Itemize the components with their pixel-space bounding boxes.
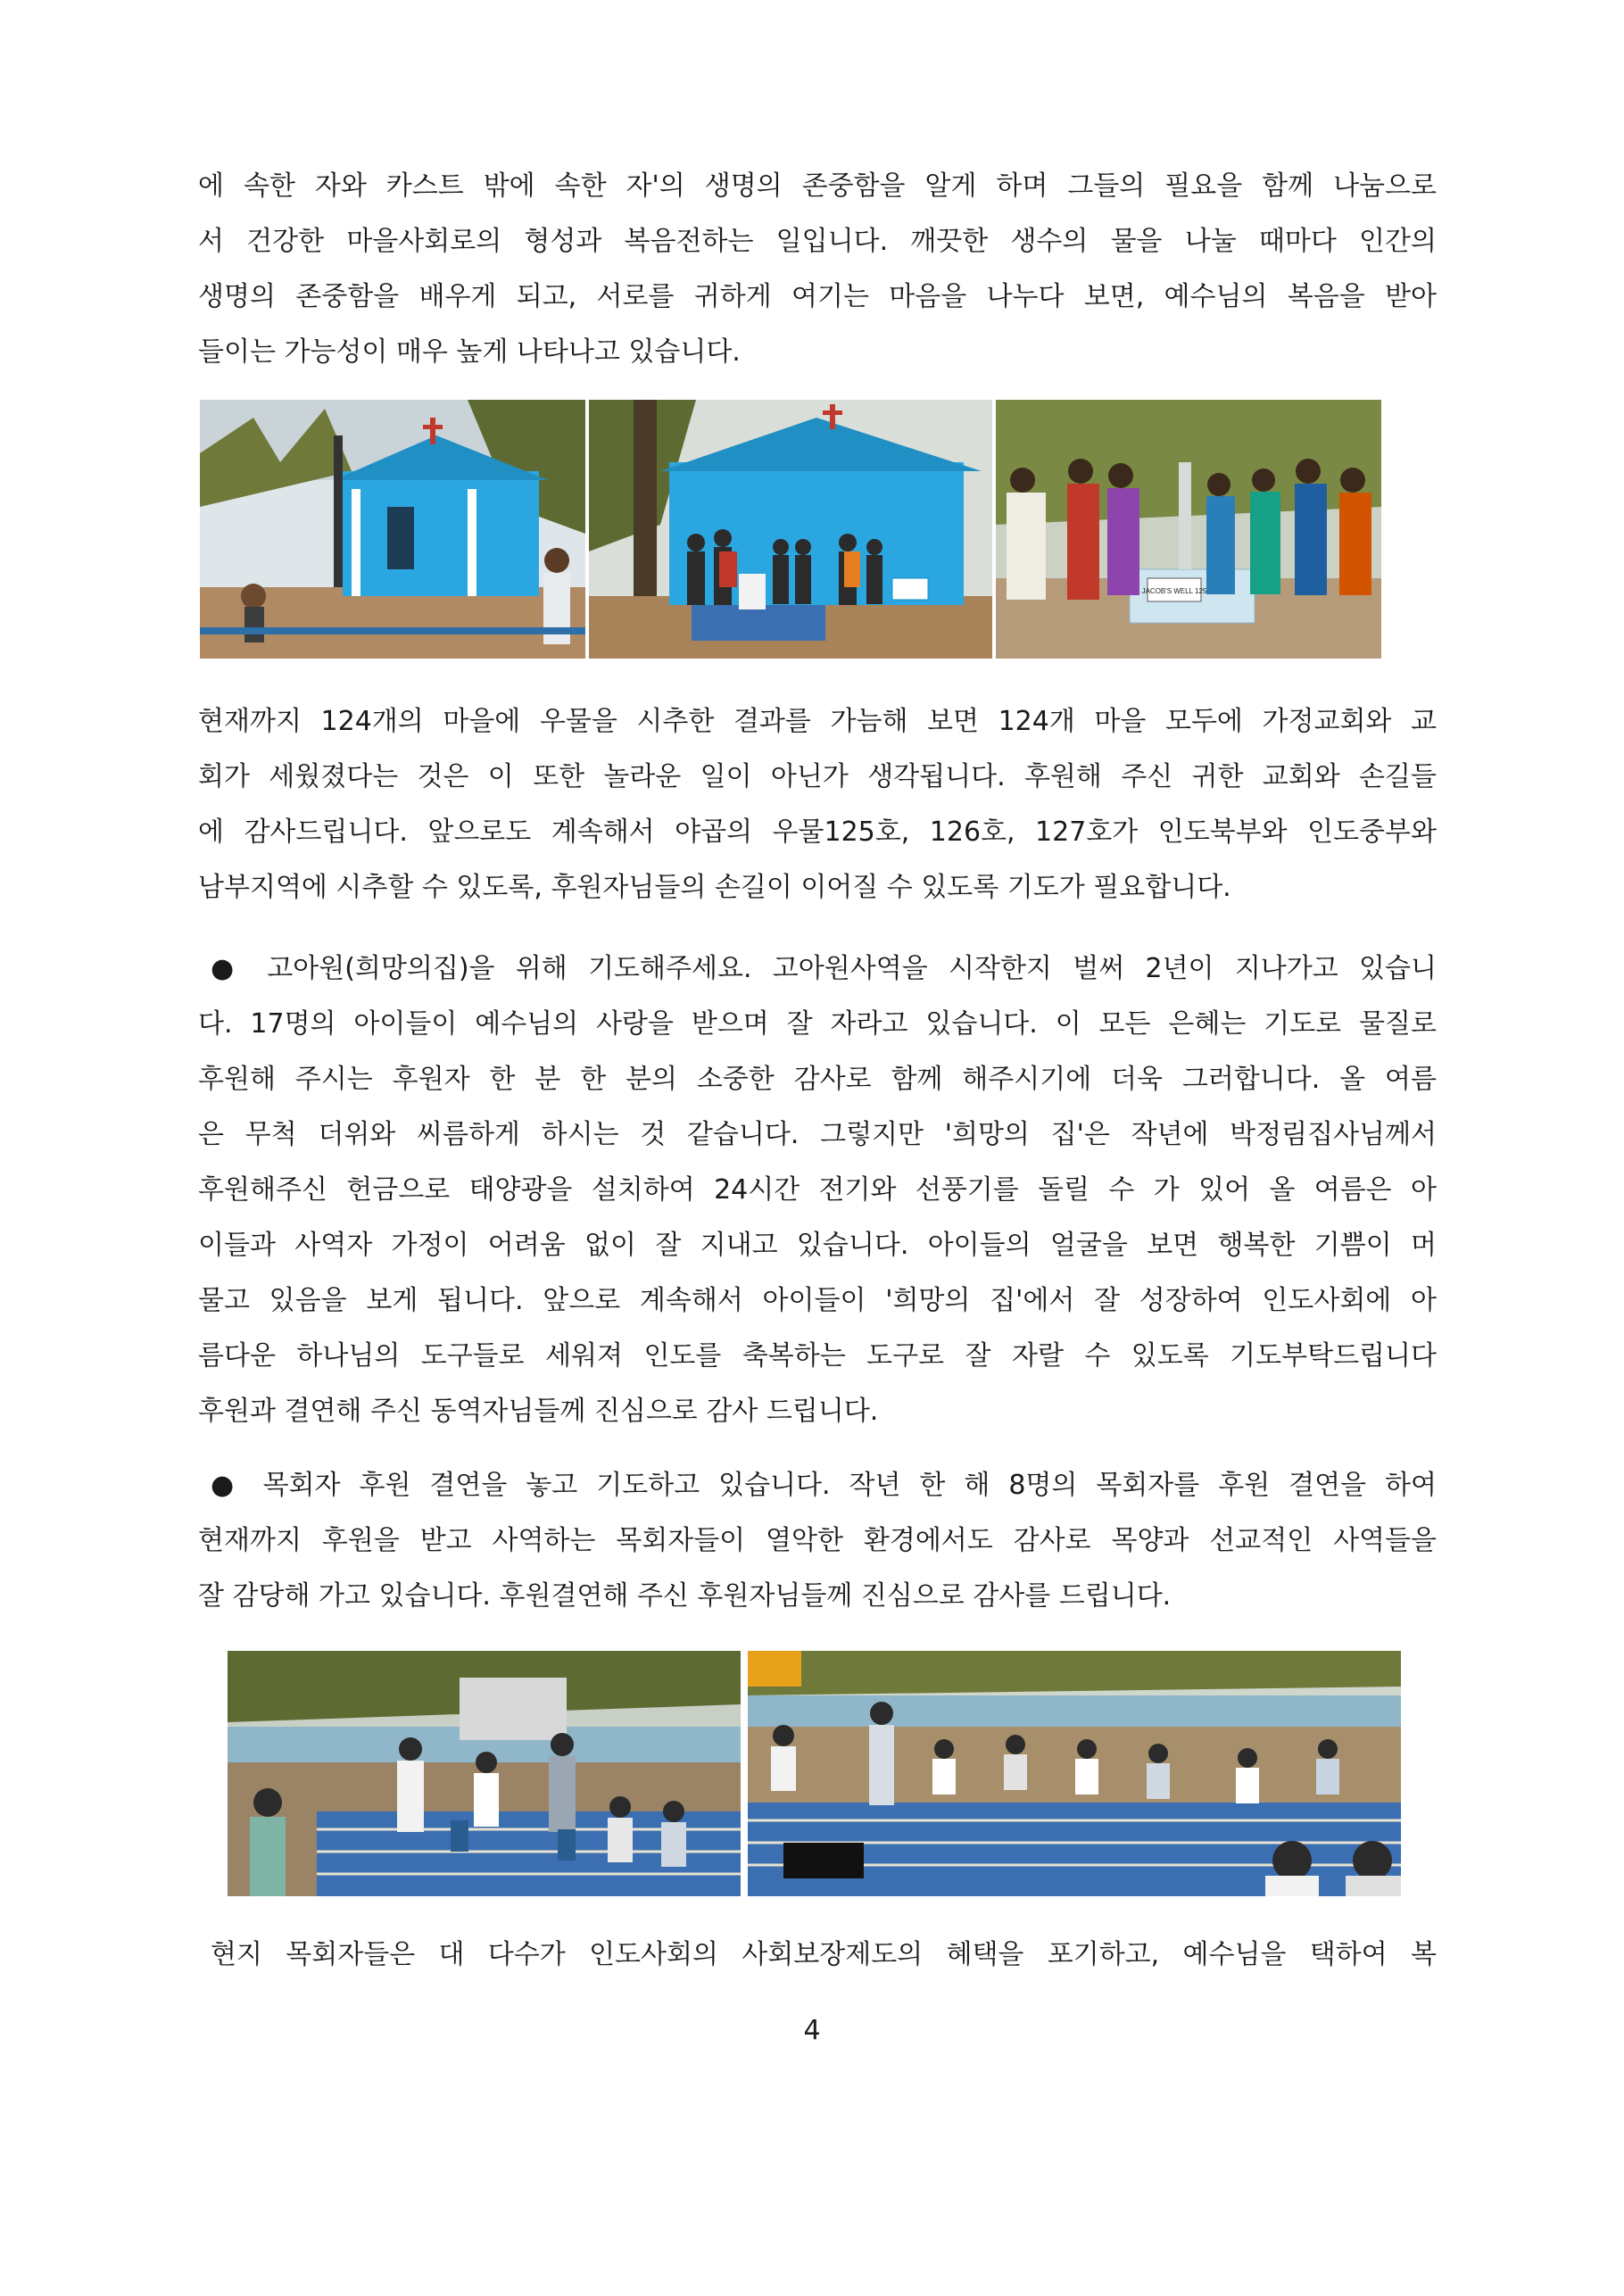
paragraph-5 bbox=[198, 1927, 1437, 1983]
photo-pastors-meeting-1 bbox=[228, 1651, 741, 1896]
text-line: 이들과 사역자 가정이 어려움 없이 잘 지내고 있습니다. 아이들의 얼굴을 보면 행복한 기쁨이 머 bbox=[198, 1230, 1437, 1261]
text-line: 현재까지 후원을 받고 사역하는 목회자들이 열악한 환경에서도 감사로 목양과 선교적인 사역들을 bbox=[198, 1525, 1437, 1556]
text-line: 회가 세웠졌다는 것은 이 또한 놀라운 일이 아닌가 생각됩니다. 후원해 주신 귀한 교회와 손길들 bbox=[198, 761, 1437, 792]
text-line: 남부지역에 시추할 수 있도록, 후원자님들의 손길이 이어질 수 있도록 기도가 필요합니다. bbox=[198, 872, 1231, 903]
bullet-line: ● 목회자 후원 결연을 놓고 기도하고 있습니다. 작년 한 해 8명의 목회자를 후원 결연을 하여 bbox=[211, 1470, 1437, 1501]
paragraph-2 bbox=[198, 694, 1437, 916]
text-line: 들이는 가능성이 매우 높게 나타나고 있습니다. bbox=[198, 336, 741, 368]
photo-women-at-well bbox=[996, 400, 1381, 659]
paragraph-1 bbox=[198, 159, 1437, 380]
text-line: 다. 17명의 아이들이 예수님의 사랑을 받으며 잘 자라고 있습니다. 이 모든 은혜는 기도로 물질로 bbox=[198, 1008, 1437, 1040]
text-line: 물고 있음을 보게 됩니다. 앞으로 계속해서 아이들이 '희망의 집'에서 잘 성장하여 인도사회에 아 bbox=[198, 1285, 1437, 1316]
page-number: 4 bbox=[803, 2015, 821, 2046]
bullet-line: ● 고아원(희망의집)을 위해 기도해주세요. 고아원사역을 시작한지 벌써 2년이 지나가고 있습니 bbox=[211, 953, 1437, 984]
text-line: 후원해주신 헌금으로 태양광을 설치하여 24시간 전기와 선풍기를 돌릴 수 가 있어 올 여름은 아 bbox=[198, 1174, 1437, 1206]
paragraph-3-orphanage bbox=[198, 941, 1437, 1439]
svg-text:JACOB'S WELL 125: JACOB'S WELL 125 bbox=[1141, 587, 1207, 595]
photo-church-group bbox=[589, 400, 992, 659]
photo-church-side bbox=[200, 400, 585, 659]
text-line: 에 속한 자와 카스트 밖에 속한 자'의 생명의 존중함을 알게 하며 그들의 필요을 함께 나눔으로 bbox=[198, 170, 1437, 202]
text-line: 생명의 존중함을 배우게 되고, 서로를 귀하게 여기는 마음을 나누다 보면, 예수님의 복음을 받아 bbox=[198, 281, 1437, 312]
photo-pastors-meeting-2 bbox=[748, 1651, 1401, 1896]
text-line: 현재까지 124개의 마을에 우물을 시추한 결과를 가늠해 보면 124개 마을 모두에 가정교회와 교 bbox=[198, 706, 1437, 737]
text-line: 현지 목회자들은 대 다수가 인도사회의 사회보장제도의 혜택을 포기하고, 예수님을 택하여 복 bbox=[211, 1939, 1437, 1970]
text-line: 후원과 결연해 주신 동역자님들께 진심으로 감사 드립니다. bbox=[198, 1396, 879, 1427]
text-line: 은 무척 더위와 씨름하게 하시는 것 같습니다. 그렇지만 '희망의 집'은 작년에 박정림집사님께서 bbox=[198, 1119, 1437, 1150]
text-line: 서 건강한 마을사회로의 형성과 복음전하는 일입니다. 깨끗한 생수의 물을 나눌 때마다 인간의 bbox=[198, 226, 1437, 257]
text-line: 름다운 하나님의 도구들로 세워져 인도를 축복하는 도구로 잘 자랄 수 있도록 기도부탁드립니다 bbox=[198, 1340, 1437, 1372]
paragraph-4-pastors bbox=[198, 1458, 1437, 1624]
text-line: 에 감사드립니다. 앞으로도 계속해서 야곱의 우물125호, 126호, 127호가 인도북부와 인도중부와 bbox=[198, 816, 1437, 848]
text-line: 후원해 주시는 후원자 한 분 한 분의 소중한 감사로 함께 해주시기에 더욱 그러합니다. 올 여름 bbox=[198, 1064, 1437, 1095]
text-line: 잘 감당해 가고 있습니다. 후원결연해 주신 후원자님들께 진심으로 감사를 드립니다. bbox=[198, 1580, 1172, 1612]
